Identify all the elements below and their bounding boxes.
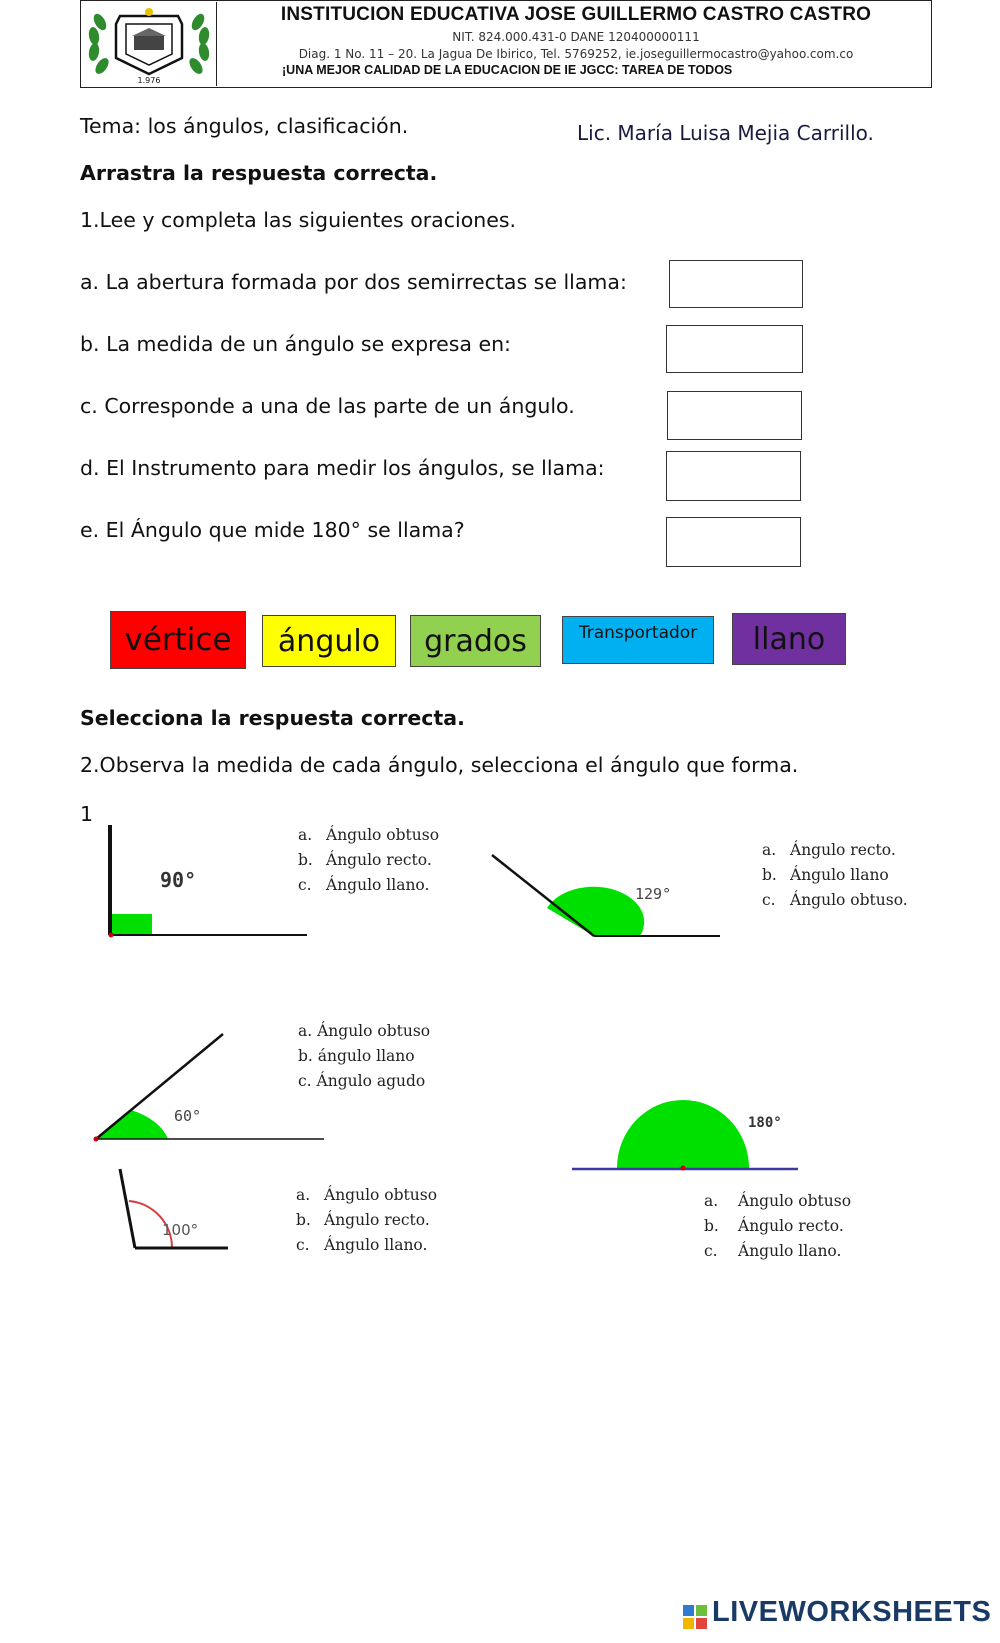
option-text: Ángulo obtuso. — [790, 891, 908, 909]
vertex-point — [681, 1166, 686, 1171]
sentence-text: La medida de un ángulo se expresa en: — [106, 332, 511, 356]
angle-90-figure — [80, 815, 320, 940]
option-text: Ángulo llano — [790, 866, 889, 884]
sentence-a — [80, 270, 627, 294]
topic: Tema: los ángulos, clasificación. — [80, 114, 409, 138]
option-text: Ángulo recto. — [790, 841, 896, 859]
option-letter: a. — [296, 1186, 311, 1204]
school-nit: NIT. 824.000.431-0 DANE 120400000111 — [452, 30, 700, 44]
section1-instruction: 1.Lee y completa las siguientes oraciones. — [80, 208, 517, 232]
school-address: Diag. 1 No. 11 – 20. La Jagua De Ibirico, Tel. 5769252, ie.joseguillermocastro@yahoo.com.co — [298, 47, 854, 61]
angle-180-figure — [570, 1090, 820, 1180]
sentence-c — [80, 394, 575, 418]
q5-option-a[interactable] — [296, 1186, 437, 1204]
school-name: INSTITUCION EDUCATIVA JOSE GUILLERMO CASTRO CASTRO — [280, 4, 872, 25]
q1-option-b[interactable] — [298, 851, 432, 869]
chip-vertice[interactable]: vértice — [110, 611, 246, 669]
angle-label: 180° — [748, 1115, 782, 1131]
option-text: Ángulo llano. — [326, 876, 430, 894]
vertex-point — [94, 1137, 99, 1142]
logo-year: 1.976 — [137, 76, 161, 85]
angle-ray — [96, 1034, 223, 1139]
option-letter: c. — [296, 1236, 310, 1254]
option-letter: b. — [704, 1217, 719, 1235]
vertex-point — [109, 933, 114, 938]
teacher-name: Lic. María Luisa Mejia Carrillo. — [577, 121, 874, 145]
sentence-d — [80, 456, 605, 480]
option-text: Ángulo obtuso — [324, 1186, 438, 1204]
section2-heading: Selecciona la respuesta correcta. — [80, 706, 465, 730]
drop-box-a[interactable] — [669, 260, 803, 308]
sentence-b — [80, 332, 511, 356]
q1-option-a[interactable] — [298, 826, 439, 844]
drop-box-e[interactable] — [666, 517, 801, 567]
right-angle-marker — [111, 914, 152, 934]
sentence-text: La abertura formada por dos semirrectas se llama: — [105, 270, 627, 294]
option-letter: a. — [762, 841, 777, 859]
angle-arc — [96, 1110, 168, 1139]
q3-option-c[interactable]: c. Ángulo agudo — [298, 1072, 426, 1090]
chip-transportador[interactable]: Transportador — [562, 616, 714, 664]
angle-ray — [120, 1169, 135, 1248]
angle-label: 60° — [174, 1107, 202, 1125]
school-motto: ¡UNA MEJOR CALIDAD DE LA EDUCACION DE IE JGCC: TAREA DE TODOS — [282, 63, 733, 77]
chip-llano[interactable]: llano — [732, 613, 846, 665]
angle-label: 90° — [160, 868, 197, 892]
option-letter: c. — [762, 891, 776, 909]
q5-option-b[interactable] — [296, 1211, 430, 1229]
liveworksheets-logo-icon — [682, 1604, 708, 1630]
option-letter: b. — [298, 851, 313, 869]
q4-option-b[interactable] — [704, 1217, 844, 1235]
sentence-text: El Ángulo que mide 180° se llama? — [105, 518, 465, 542]
option-letter: b. — [296, 1211, 311, 1229]
q4-option-a[interactable] — [704, 1192, 851, 1210]
q3-option-a[interactable]: a. Ángulo obtuso — [298, 1022, 431, 1040]
option-text: Ángulo obtuso — [326, 826, 440, 844]
sentence-letter: b. — [80, 332, 100, 356]
section2-instruction: 2.Observa la medida de cada ángulo, selecciona el ángulo que forma. — [80, 753, 799, 777]
sentence-letter: d. — [80, 456, 100, 480]
option-letter: c. — [298, 876, 312, 894]
liveworksheets-brand: LIVEWORKSHEETS — [712, 1596, 992, 1628]
q3-option-b[interactable]: b. ángulo llano — [298, 1047, 415, 1065]
q2-option-b[interactable] — [762, 866, 889, 884]
section1-heading: Arrastra la respuesta correcta. — [80, 161, 438, 185]
angle-label: 100° — [162, 1221, 199, 1239]
option-text: Ángulo recto. — [324, 1211, 430, 1229]
option-text: Ángulo obtuso — [738, 1192, 852, 1210]
chip-angulo[interactable]: ángulo — [262, 615, 396, 667]
drop-box-d[interactable] — [666, 451, 801, 501]
question-number: 1 — [80, 802, 94, 826]
q1-option-c[interactable] — [298, 876, 429, 894]
q4-option-c[interactable] — [704, 1242, 841, 1260]
chip-grados[interactable]: grados — [410, 615, 541, 667]
angle-100-figure — [110, 1165, 240, 1265]
option-text: Ángulo llano. — [738, 1242, 842, 1260]
option-letter: a. — [298, 826, 313, 844]
option-letter: a. — [704, 1192, 719, 1210]
option-letter: c. — [704, 1242, 718, 1260]
sentence-text: Corresponde a una de las parte de un ángulo. — [104, 394, 575, 418]
q2-option-a[interactable] — [762, 841, 896, 859]
option-text: Ángulo recto. — [738, 1217, 844, 1235]
angle-label: 129° — [635, 885, 672, 903]
option-letter: b. — [762, 866, 777, 884]
option-text: Ángulo recto. — [326, 851, 432, 869]
q5-option-c[interactable] — [296, 1236, 427, 1254]
angle-129-figure — [490, 845, 730, 940]
sentence-letter: a. — [80, 270, 100, 294]
school-logo — [82, 2, 217, 86]
drop-box-b[interactable] — [666, 325, 803, 373]
sentence-letter: e. — [80, 518, 100, 542]
sentence-letter: c. — [80, 394, 98, 418]
option-text: Ángulo llano. — [324, 1236, 428, 1254]
angle-arc — [617, 1100, 749, 1168]
angle-60-figure — [88, 1030, 328, 1145]
sentence-e — [80, 518, 465, 542]
drop-box-c[interactable] — [667, 391, 802, 440]
q2-option-c[interactable] — [762, 891, 908, 909]
sentence-text: El Instrumento para medir los ángulos, se llama: — [106, 456, 605, 480]
